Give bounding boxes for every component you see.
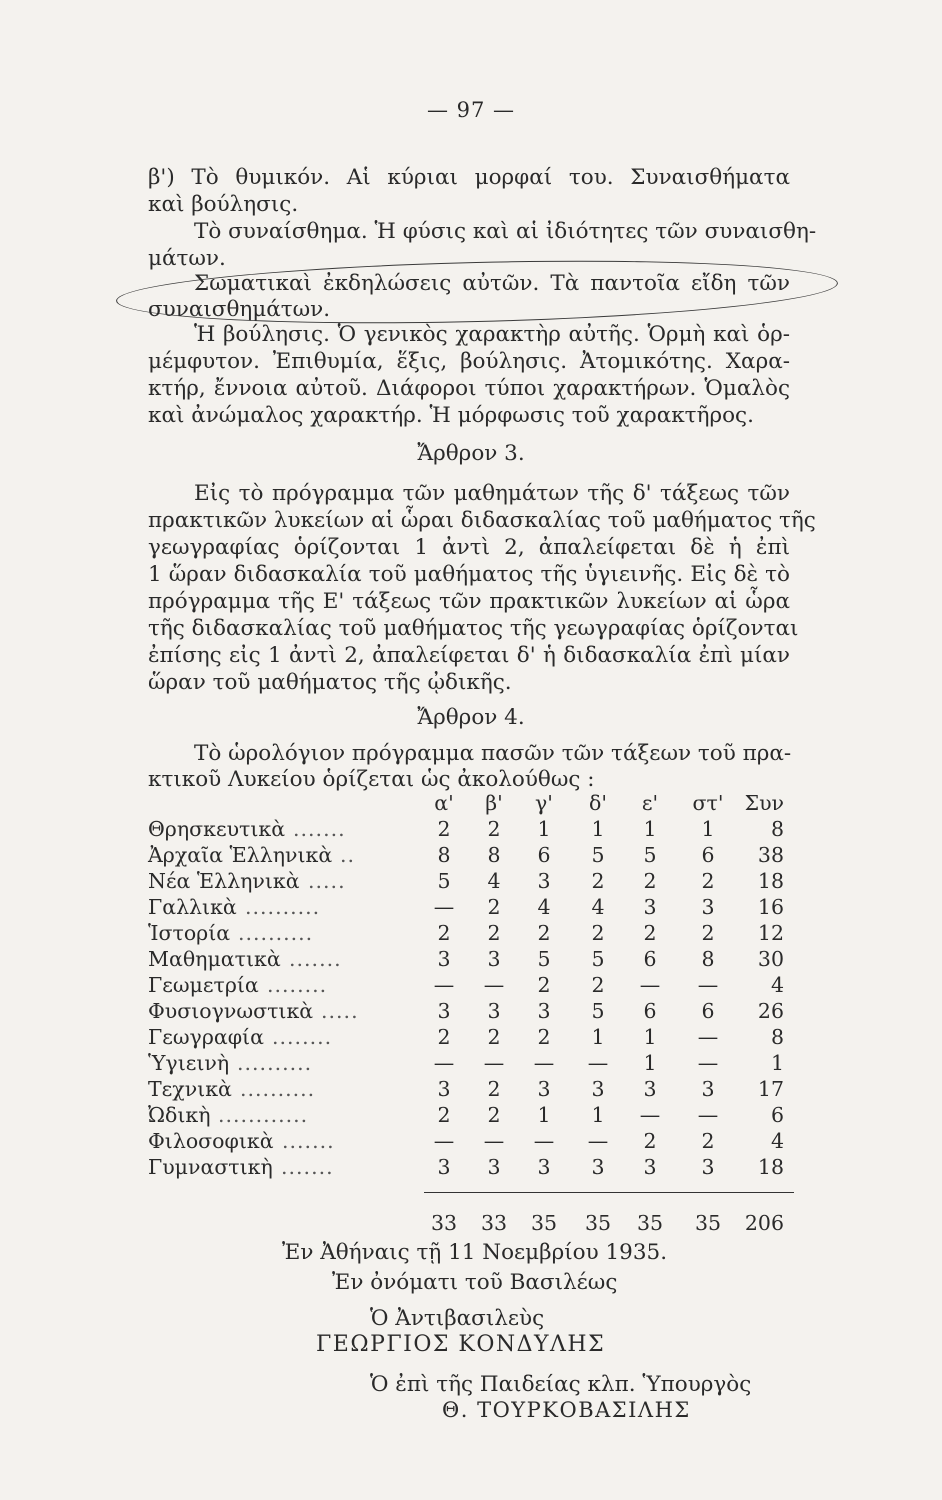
hours-cell: — — [483, 1051, 505, 1075]
table-row — [148, 1024, 796, 1050]
hours-cell: 2 — [537, 921, 551, 945]
table-row — [148, 1102, 796, 1128]
dot-leader: ........ — [272, 1025, 333, 1049]
hours-cell: 2 — [487, 817, 501, 841]
hours-cell: 3 — [537, 1077, 551, 1101]
subject-label: Γεωμετρία — [148, 973, 259, 997]
table-row — [148, 1050, 796, 1076]
dot-leader: .......... — [238, 921, 314, 945]
hours-cell: — — [433, 895, 455, 919]
dot-leader: ....... — [293, 817, 346, 841]
row-total-cell: 30 — [757, 947, 784, 971]
hours-cell: — — [433, 1129, 455, 1153]
row-total-cell: 8 — [770, 817, 784, 841]
minister-title: Ὁ ἐπὶ τῆς Παιδείας κλπ. Ὑπουργὸς — [370, 1372, 752, 1397]
hours-cell: 5 — [537, 947, 551, 971]
hours-cell: 1 — [643, 1051, 657, 1075]
hours-cell: 2 — [591, 921, 605, 945]
hours-cell: — — [697, 1051, 719, 1075]
article-3-line: ἐπίσης εἰς 1 ἀντὶ 2, ἀπαλείφεται δ' ἡ διδασκαλία ἐπὶ μίαν — [148, 643, 790, 668]
row-total-cell: 1 — [770, 1051, 784, 1075]
subject-label: Ἱστορία — [148, 921, 231, 945]
hours-cell: 6 — [643, 947, 657, 971]
hours-cell: — — [697, 1103, 719, 1127]
hours-cell: 2 — [487, 895, 501, 919]
total-cell: 33 — [480, 1211, 508, 1235]
article-3-heading: Ἄρθρον 3. — [417, 441, 525, 466]
row-total-cell: 16 — [757, 895, 784, 919]
subject-label: Θρησκευτικὰ — [148, 817, 286, 841]
hours-cell: 2 — [487, 1025, 501, 1049]
hours-cell: 3 — [591, 1077, 605, 1101]
table-row — [148, 868, 796, 894]
hours-cell: 2 — [487, 1077, 501, 1101]
hours-cell: 6 — [643, 999, 657, 1023]
subject-label: Γαλλικὰ — [148, 895, 237, 919]
hours-cell: 3 — [701, 1155, 715, 1179]
column-header: α' — [434, 791, 454, 815]
row-total-cell: 17 — [757, 1077, 784, 1101]
hours-cell: — — [433, 973, 455, 997]
hours-cell: 5 — [591, 999, 605, 1023]
hours-cell: 3 — [487, 1155, 501, 1179]
hours-cell: 8 — [701, 947, 715, 971]
table-row — [148, 842, 796, 868]
hours-cell: — — [639, 1103, 661, 1127]
column-header: δ' — [589, 791, 607, 815]
row-total-cell: 6 — [770, 1103, 784, 1127]
dot-leader: ..... — [308, 869, 346, 893]
hours-cell: 2 — [701, 921, 715, 945]
dot-leader: ............ — [218, 1103, 309, 1127]
article-4-line: Τὸ ὡρολόγιον πρόγραμμα πασῶν τῶν τάξεων τοῦ πρα- — [194, 741, 792, 766]
hours-cell: 2 — [537, 1025, 551, 1049]
hours-cell: 3 — [437, 999, 451, 1023]
subject-label: Ὠδικὴ — [148, 1103, 211, 1127]
column-header: Συν — [744, 791, 784, 815]
hours-cell: 4 — [591, 895, 605, 919]
hours-cell: 1 — [537, 1103, 551, 1127]
hours-cell: 3 — [701, 895, 715, 919]
column-header: ε' — [641, 791, 659, 815]
total-cell: 206 — [744, 1211, 784, 1235]
column-header: β' — [485, 791, 503, 815]
text-line: συναισθημάτων. — [148, 297, 331, 322]
hours-cell: 2 — [437, 1103, 451, 1127]
article-3-line: πρακτικῶν λυκείων αἱ ὧραι διδασκαλίας τοῦ μαθήματος τῆς — [148, 508, 816, 533]
subject-label: Γυμναστικὴ — [148, 1155, 273, 1179]
hours-cell: 1 — [591, 817, 605, 841]
hours-cell: 2 — [437, 921, 451, 945]
total-cell: 35 — [530, 1211, 558, 1235]
subject-label: Τεχνικὰ — [148, 1077, 232, 1101]
total-cell: 35 — [636, 1211, 664, 1235]
table-row — [148, 972, 796, 998]
hours-cell: 1 — [591, 1025, 605, 1049]
hours-cell: 5 — [437, 869, 451, 893]
regent-name: ΓΕΩΡΓΙΟΣ ΚΟΝΔΥΛΗΣ — [316, 1332, 606, 1357]
article-3-line: τῆς διδασκαλίας τοῦ μαθήματος τῆς γεωγραφίας ὁρίζονται — [148, 616, 799, 641]
row-total-cell: 4 — [770, 973, 784, 997]
table-row — [148, 1076, 796, 1102]
row-total-cell: 26 — [757, 999, 784, 1023]
hours-cell: 5 — [643, 843, 657, 867]
hours-cell: 1 — [643, 1025, 657, 1049]
article-3-line: γεωγραφίας ὁρίζονται 1 ἀντὶ 2, ἀπαλείφεται δὲ ἡ ἐπὶ — [148, 535, 790, 560]
hours-cell: 2 — [437, 1025, 451, 1049]
minister-name: Θ. ΤΟΥΡΚΟΒΑΣΙΛΗΣ — [442, 1398, 691, 1422]
hours-cell: — — [587, 1129, 609, 1153]
hours-cell: 1 — [591, 1103, 605, 1127]
row-total-cell: 38 — [757, 843, 784, 867]
dot-leader: .......... — [237, 1051, 313, 1075]
dot-leader: ....... — [282, 1129, 335, 1153]
hours-cell: 2 — [701, 869, 715, 893]
hours-cell: 2 — [701, 1129, 715, 1153]
dot-leader: .. — [340, 843, 356, 867]
total-cell: 35 — [584, 1211, 612, 1235]
hours-cell: 4 — [487, 869, 501, 893]
hours-cell: 3 — [643, 1077, 657, 1101]
hours-cell: 3 — [437, 947, 451, 971]
dot-leader: ........ — [267, 973, 328, 997]
hours-cell: — — [533, 1051, 555, 1075]
text-line: καὶ ἀνώμαλος χαρακτήρ. Ἡ μόρφωσις τοῦ χαρακτῆρος. — [148, 403, 754, 428]
subject-label: Μαθηματικὰ — [148, 947, 281, 971]
hours-cell: 1 — [643, 817, 657, 841]
hours-cell: 6 — [537, 843, 551, 867]
hours-cell: — — [483, 1129, 505, 1153]
subject-label: Γεωγραφία — [148, 1025, 264, 1049]
text-line: κτήρ, ἔννοια αὐτοῦ. Διάφοροι τύποι χαρακτήρων. Ὁμαλὸς — [148, 376, 790, 401]
hours-cell: 3 — [643, 1155, 657, 1179]
hours-cell: 3 — [643, 895, 657, 919]
hours-cell: — — [697, 973, 719, 997]
text-line: Ἡ βούλησις. Ὁ γενικὸς χαρακτὴρ αὐτῆς. Ὁρμὴ καὶ ὁρ- — [194, 322, 790, 347]
article-4-heading: Ἄρθρον 4. — [417, 705, 525, 730]
dot-leader: ....... — [289, 947, 342, 971]
hours-cell: 3 — [537, 999, 551, 1023]
hours-cell: 3 — [437, 1077, 451, 1101]
hours-cell: 5 — [591, 843, 605, 867]
hours-cell: 3 — [487, 947, 501, 971]
total-cell: 33 — [430, 1211, 458, 1235]
table-row — [148, 894, 796, 920]
hours-cell: 2 — [591, 869, 605, 893]
hours-cell: 4 — [537, 895, 551, 919]
subject-label: Ὑγιεινὴ — [148, 1051, 230, 1075]
hours-cell: 2 — [643, 921, 657, 945]
dot-leader: .......... — [245, 895, 321, 919]
total-cell: 35 — [694, 1211, 722, 1235]
article-3-line: 1 ὥραν διδασκαλία τοῦ μαθήματος τῆς ὑγιεινῆς. Εἰς δὲ τὸ — [148, 562, 790, 587]
column-header: στ' — [692, 791, 724, 815]
table-row — [148, 816, 796, 842]
article-4-line: κτικοῦ Λυκείου ὁρίζεται ὡς ἀκολούθως : — [148, 767, 595, 792]
hours-cell: 6 — [701, 999, 715, 1023]
in-name-of-king: Ἐν ὀνόματι τοῦ Βασιλέως — [332, 1270, 618, 1295]
dot-leader: ....... — [281, 1155, 334, 1179]
hours-cell: — — [697, 1025, 719, 1049]
row-total-cell: 12 — [757, 921, 784, 945]
table-row — [148, 920, 796, 946]
article-3-line: Εἰς τὸ πρόγραμμα τῶν μαθημάτων τῆς δ' τάξεως τῶν — [194, 481, 790, 506]
column-header: γ' — [535, 791, 553, 815]
hours-cell: 2 — [487, 1103, 501, 1127]
text-line: μάτων. — [148, 246, 226, 271]
subject-label: Φιλοσοφικὰ — [148, 1129, 274, 1153]
regent-title: Ὁ Ἀντιβασιλεὺς — [370, 1306, 545, 1331]
hours-cell: 3 — [487, 999, 501, 1023]
hours-cell: 6 — [701, 843, 715, 867]
hours-cell: 2 — [591, 973, 605, 997]
table-row — [148, 946, 796, 972]
hours-cell: 3 — [437, 1155, 451, 1179]
totals-rule — [424, 1192, 794, 1193]
hours-cell: 3 — [591, 1155, 605, 1179]
hours-cell: 3 — [537, 869, 551, 893]
text-line: β') Τὸ θυμικόν. Αἱ κύριαι μορφαί του. Συναισθήματα — [148, 165, 790, 190]
text-line: Τὸ συναίσθημα. Ἡ φύσις καὶ αἱ ἰδιότητες τῶν συναισθη- — [194, 219, 817, 244]
hours-cell: 2 — [487, 921, 501, 945]
hours-cell: 3 — [537, 1155, 551, 1179]
row-total-cell: 18 — [757, 1155, 784, 1179]
hours-cell: — — [587, 1051, 609, 1075]
hours-cell: — — [433, 1051, 455, 1075]
hours-cell: 2 — [437, 817, 451, 841]
dot-leader: .......... — [240, 1077, 316, 1101]
hours-cell: 8 — [437, 843, 451, 867]
page-number: — 97 — — [426, 98, 516, 122]
row-total-cell: 4 — [770, 1129, 784, 1153]
hours-cell: — — [639, 973, 661, 997]
table-row — [148, 1128, 796, 1154]
table-header-row — [148, 790, 796, 816]
table-row — [148, 998, 796, 1024]
hours-cell: — — [483, 973, 505, 997]
hours-cell: 8 — [487, 843, 501, 867]
hours-cell: 1 — [537, 817, 551, 841]
text-line: Σωματικαὶ ἐκδηλώσεις αὐτῶν. Τὰ παντοῖα εἴδη τῶν — [194, 271, 790, 296]
text-line: μέμφυτον. Ἐπιθυμία, ἕξις, βούλησις. Ἀτομικότης. Χαρα- — [148, 349, 790, 374]
row-total-cell: 8 — [770, 1025, 784, 1049]
text-line: καὶ βούλησις. — [148, 192, 299, 217]
totals-row — [148, 1210, 796, 1236]
article-3-line: πρόγραμμα τῆς Ε' τάξεως τῶν πρακτικῶν λυκείων αἱ ὧρα — [148, 589, 790, 614]
hours-cell: 2 — [643, 1129, 657, 1153]
hours-cell: 5 — [591, 947, 605, 971]
subject-label: Νέα Ἑλληνικὰ — [148, 869, 300, 893]
subject-label: Φυσιογνωστικὰ — [148, 999, 314, 1023]
table-row — [148, 1154, 796, 1180]
dot-leader: ..... — [321, 999, 359, 1023]
hours-cell: 3 — [701, 1077, 715, 1101]
subject-label: Ἀρχαῖα Ἑλληνικὰ — [148, 843, 333, 867]
row-total-cell: 18 — [757, 869, 784, 893]
place-date: Ἐν Ἀθήναις τῇ 11 Νοεμβρίου 1935. — [282, 1240, 668, 1265]
hours-cell: 2 — [537, 973, 551, 997]
hours-cell: 2 — [643, 869, 657, 893]
article-3-line: ὥραν τοῦ μαθήματος τῆς ᾠδικῆς. — [148, 670, 512, 695]
hours-cell: — — [533, 1129, 555, 1153]
hours-cell: 1 — [701, 817, 715, 841]
